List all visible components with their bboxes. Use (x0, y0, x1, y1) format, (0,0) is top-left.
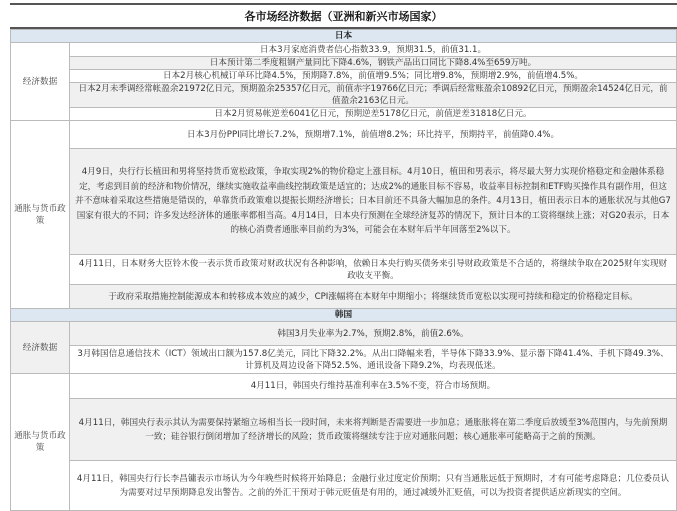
data-row: 日本3月份PPI同比增长7.2%，预期增7.1%，前值增8.2%；环比持平，预期持平，前值降0.4%。 (70, 121, 677, 149)
data-row: 4月9日，央行行长植田和男将坚持货币宽松政策，争取实现2%的物价稳定上涨目标。4月10日，植田和男表示，将尽最大努力实现价格稳定和金融体系稳定，考虑到目前的经济和物价情况，继续实施收益率曲线控制政策是适宜的；达成2%的通胀目标不容易，收益率目标控制和ETF购买操作具有副作用，但这并不意味着采取这些措施是错误的，单靠货币政策难以提振长期经济增长；日本目前还不具备大幅加息的条件。4月13日，植田表示日本的通胀状况与其他G7国家有很大的不同；许多发达经济体的通胀率都相当高。4月14日，日本央行预测在全球经济复苏的情况下，预计日本的工资将继续上涨；对G20表示，日本的核心消费者通胀率目前约为3%，可能会在本财年后半年回落至2%以下。 (70, 149, 677, 255)
group-label: 通胀与货币政策 (11, 374, 70, 511)
data-row: 日本2月贸易帐逆差6041亿日元，预期逆差5178亿日元，前值逆差31818亿日元。 (70, 108, 677, 121)
group-label: 经济数据 (11, 322, 70, 374)
market-data-table (10, 29, 677, 511)
data-row: 日本2月未季调经常帐盈余21972亿日元，预期盈余25357亿日元，前值赤字19766亿日元；季调后经常账盈余10892亿日元，预期盈余14524亿日元，前值盈余2163亿日元。 (70, 83, 677, 108)
document-title: 各市场经济数据（亚洲和新兴市场国家） (10, 3, 677, 29)
group-label: 通胀与货币政策 (11, 121, 70, 309)
data-row: 日本预计第二季度粗钢产量同比下降4.6%，钢铁产品出口同比下降8.4%至659万吨。 (70, 57, 677, 70)
country-label: 日本 (11, 30, 677, 43)
section-header-korea (11, 309, 677, 322)
data-row: 于政府采取措施控制能源成本和转移成本效应的减少，CPI涨幅将在本财年中期缩小；将继续货币宽松以实现可持续和稳定的价格稳定目标。 (70, 285, 677, 309)
data-row: 日本3月家庭消费者信心指数33.9，预期31.5，前值31.1。 (70, 43, 677, 57)
data-row: 4月11日，日本财务大臣铃木俊一表示货币政策对财政状况有各种影响，依赖日本央行购买债务来引导财政政策是不合适的，将继续争取在2025财年实现财政收支平衡。 (70, 255, 677, 285)
section-header-japan (11, 30, 677, 43)
data-row: 4月11日，韩国央行行长李昌镛表示市场认为今年晚些时候将开始降息；金融行业过度定价预期；只有当通胀远低于预期时，才有可能考虑降息；几位委员认为需要对过早预期降息发出警告。之前的外汇干预对于韩元贬值是有用的，通过减缓外汇贬值，可以为投资者提供适应新现实的空间。 (70, 461, 677, 511)
group-label: 经济数据 (11, 43, 70, 121)
data-row: 4月11日，韩国央行表示其认为需要保持紧缩立场相当长一段时间，未来将判断是否需要进一步加息；通胀胀将在第二季度后放缓至3%范围内，与先前预期一致；硅谷银行倒闭增加了经济增长的风险；货币政策将继续专注于应对通胀问题；核心通胀率可能略高于之前的预测。 (70, 399, 677, 461)
data-row: 韩国3月失业率为2.7%，预期2.8%，前值2.6%。 (70, 322, 677, 346)
data-row: 4月11日，韩国央行维持基准利率在3.5%不变，符合市场预期。 (70, 374, 677, 399)
country-label: 韩国 (11, 309, 677, 322)
data-row: 日本2月核心机械订单环比降4.5%，预期降7.8%，前值增9.5%；同比增9.8%，预期增2.9%，前值增4.5%。 (70, 70, 677, 83)
data-row: 3月韩国信息通信技术（ICT）领域出口额为157.8亿美元，同比下降32.2%。从出口降幅来看，半导体下降33.9%、显示器下降41.4%、手机下降49.3%、计算机及周边设备下降52.5%、通讯设备下降9.2%，均表现低迷。 (70, 346, 677, 374)
